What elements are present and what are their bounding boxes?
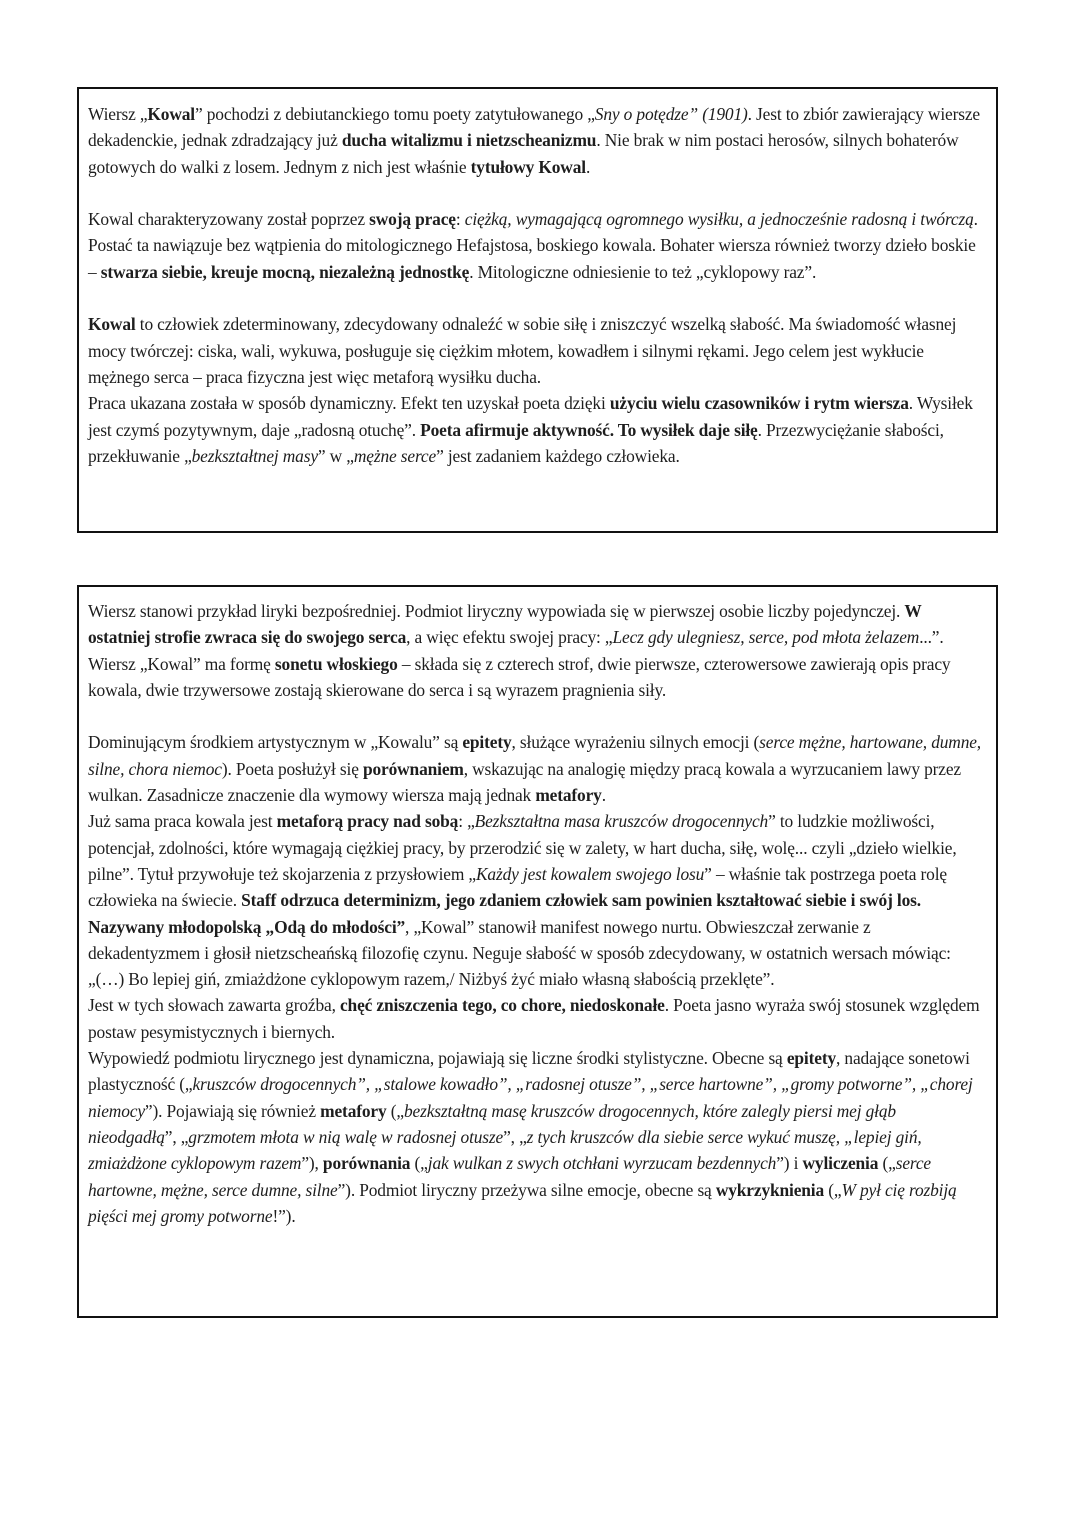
bold-text: chęć zniszczenia tego, co chore, niedoskonałe xyxy=(339,995,665,1016)
italic-text: bezkształtnej masy xyxy=(191,445,318,466)
text-run: . Postać ta nawiązuje bez wątpienia do mitologicznego Hefajstosa, boskiego kowala. Bohater wiersza również tworzy dzieło boskie – xyxy=(88,209,978,282)
text-run: Wiersz „ xyxy=(88,104,148,124)
text-run: („ xyxy=(878,1153,896,1174)
text-run: . xyxy=(585,156,591,177)
bold-text: użyciu wielu czasowników i rytm wiersza xyxy=(609,393,909,414)
paragraph xyxy=(88,598,984,703)
bold-text: ducha witalizmu i nietzscheanizmu xyxy=(341,130,597,151)
bold-text: epitety xyxy=(786,1048,837,1069)
bold-text: Staff odrzuca determinizm, jego zdaniem człowiek sam powinien kształtować siebie i swój los. Nazywany młodopolską „Odą do młodości” xyxy=(88,890,921,937)
italic-text: bezkształtną masę kruszców drogocennych, które zalegly piersi mej głąb nieodgadłą xyxy=(88,1100,896,1147)
text-run: . Przezwyciężanie słabości, przekłuwanie „ xyxy=(88,419,944,466)
text-run: Kowal charakteryzowany został poprzez xyxy=(88,209,370,230)
paragraph xyxy=(88,390,984,469)
bold-text: stwarza siebie, kreuje mocną, niezależną jednostkę xyxy=(100,261,470,282)
bold-text: metafory xyxy=(320,1100,387,1121)
italic-text: W pył cię rozbiją pięści mej gromy potworne xyxy=(88,1179,957,1226)
text-run: , „Kowal” stanowił manifest nowego nurtu. Obwieszczał zerwanie z dekadentyzmem i głosił nietzscheańską filozofię czynu. Neguje słabość w sposób zdecydowany, w ostatnich wersach mówiąc: „(…) Bo lepiej giń, zmiażdżone cyklopowym razem,/ Niżbyś żyć miało własną słabością przeklęte”. xyxy=(88,916,951,990)
text-run: ”) i xyxy=(776,1153,803,1174)
text-run: ”), xyxy=(301,1153,323,1174)
bold-text: Poeta afirmuje aktywność. To wysiłek daje siłę xyxy=(420,419,758,440)
text-run: ). Poeta posłużył się xyxy=(221,758,363,779)
text-run: Jest w tych słowach zawarta groźba, xyxy=(88,995,340,1016)
text-run: Dominującym środkiem artystycznym w „Kowalu” są xyxy=(88,732,463,753)
bold-text: Kowal xyxy=(88,314,136,335)
text-run: ”, „ xyxy=(164,1126,189,1147)
bold-text: porównaniem xyxy=(362,758,464,779)
text-run: , a więc efektu swojej pracy: „ xyxy=(406,627,613,648)
paragraph xyxy=(88,311,984,390)
italic-text: serce mężne, hartowane, dumne, silne, chora niemoc xyxy=(88,732,982,779)
text-run: . Nie brak w nim postaci herosów, silnych bohaterów gotowych do walki z losem. Jednym z nich jest właśnie xyxy=(88,130,959,177)
text-run: Wypowiedź podmiotu lirycznego jest dynamiczna, pojawiają się liczne środki stylistyczne. Obecne są xyxy=(88,1048,787,1069)
italic-text: Bezkształtna masa kruszców drogocennych xyxy=(474,811,769,832)
text-run: („ xyxy=(410,1153,428,1174)
bold-text: porównania xyxy=(322,1153,411,1174)
italic-text: kruszców drogocennych”, „stalowe kowadło”, „radosnej otusze”, „serce hartowne”, „gromy potworne”, „chorej niemocy xyxy=(88,1074,973,1121)
text-run: Już sama praca kowala jest xyxy=(88,811,277,832)
text-run: ” jest zadaniem każdego człowieka. xyxy=(436,445,680,466)
text-run: . xyxy=(601,785,606,806)
text-run: – składa się z czterech strof, dwie pierwsze, czterowersowe zawierają opis pracy kowala, dwie trzywersowe zostają skierowane do serca i są wyrazem pragnienia siły. xyxy=(88,653,951,700)
bold-text: W ostatniej strofie zwraca się do swojego serca xyxy=(88,601,922,648)
text-run: („ xyxy=(386,1100,404,1121)
text-run: . Poeta jasno wyraża swój stosunek względem postaw pesymistycznych i biernych. xyxy=(88,995,980,1042)
text-run: : „ xyxy=(458,811,475,832)
text-run: !”). xyxy=(272,1205,296,1226)
italic-text: ciężką, wymagającą ogromnego wysiłku, a jednocześnie radosną i twórczą xyxy=(464,209,974,230)
text-run: ”, „ xyxy=(503,1126,527,1147)
bold-text: tytułowy Kowal xyxy=(470,156,586,177)
paragraph xyxy=(88,992,984,1045)
italic-text: z tych kruszców dla siebie serce wykuć muszę, „lepiej giń, zmiażdżone cyklopowym razem xyxy=(88,1126,922,1174)
text-run: . Jest to zbiór zawierający wiersze dekadenckie, jednak zdradzający już xyxy=(88,104,980,151)
bold-text: Kowal xyxy=(147,104,195,124)
text-run: ”). Pojawiają się również xyxy=(144,1100,321,1121)
italic-text: mężne serce xyxy=(353,445,437,466)
text-run: ”). Podmiot liryczny przeżywa silne emocje, obecne są xyxy=(337,1179,716,1200)
paragraph xyxy=(88,729,984,808)
text-run: : xyxy=(455,209,465,230)
text-run: Praca ukazana została w sposób dynamiczny. Efekt ten uzyskał poeta dzięki xyxy=(88,393,610,414)
italic-text: Każdy jest kowalem swojego losu xyxy=(475,863,705,884)
paragraph xyxy=(88,206,984,285)
text-run: („ xyxy=(824,1179,842,1200)
italic-text: Lecz gdy ulegniesz, serce, pod młota żelazem xyxy=(612,627,920,648)
text-run: ” pochodzi z debiutanckiego tomu poety zatytułowanego „ xyxy=(194,104,595,124)
text-run: Wiersz stanowi przykład liryki bezpośredniej. Podmiot liryczny wypowiada się w pierwszej osobie liczby pojedynczej. xyxy=(88,601,905,621)
bold-text: sonetu włoskiego xyxy=(274,653,398,674)
italic-text: jak wulkan z swych otchłani wyrzucam bezdennych xyxy=(427,1153,777,1174)
italic-text: grzmotem młota w nią walę w radosnej otusze xyxy=(188,1126,504,1147)
text-box-2 xyxy=(77,585,998,1318)
text-run: ” w „ xyxy=(317,445,354,466)
bold-text: swoją pracę xyxy=(369,209,456,230)
text-run: ...”. Wiersz „Kowal” ma formę xyxy=(88,627,944,674)
text-run: , nadające sonetowi plastyczność („ xyxy=(88,1048,970,1095)
bold-text: wykrzyknienia xyxy=(715,1179,825,1200)
bold-text: wyliczenia xyxy=(802,1153,879,1174)
italic-text: Sny o potędze” (1901) xyxy=(594,104,748,124)
text-run: to człowiek zdeterminowany, zdecydowany odnaleźć w sobie siłę i zniszczyć wszelką słabość. Ma świadomość własnej mocy twórczej: ciska, wali, wykuwa, posługuje się ciężkim młotem, kowadłem i silnymi rękami. Jego celem jest wykłucie mężnego serca – praca fizyczna jest więc metaforą wysiłku ducha. xyxy=(88,314,957,387)
italic-text: serce hartowne, mężne, serce dumne, silne xyxy=(88,1153,931,1200)
bold-text: metafory xyxy=(535,785,602,806)
bold-text: epitety xyxy=(462,732,512,753)
paragraph xyxy=(88,101,984,180)
text-run: , służące wyrażeniu silnych emocji ( xyxy=(511,732,760,753)
text-box-1 xyxy=(77,87,998,533)
text-run: ” to ludzkie możliwości, potencjał, zdolności, które wymagają ciężkiej pracy, by przerodzić się w zalety, w hart ducha, siłę, wolę... czyli „dzieło wielkie, pilne”. Tytuł przywołuje też skojarzenia z przysłowiem „ xyxy=(88,811,957,884)
paragraph xyxy=(88,1045,984,1229)
text-run: ” – właśnie tak postrzega poeta rolę człowieka na świecie. xyxy=(88,863,947,911)
text-run: . Mitologiczne odniesienie to też „cyklopowy raz”. xyxy=(469,261,817,282)
text-run: , wskazując na analogię między pracą kowala a wyrzucaniem lawy przez wulkan. Zasadnicze znaczenie dla wymowy wiersza mają jednak xyxy=(88,758,962,806)
paragraph xyxy=(88,808,984,992)
bold-text: metaforą pracy nad sobą xyxy=(276,811,459,832)
text-run: . Wysiłek jest czymś pozytywnym, daje „radosną otuchę”. xyxy=(88,393,973,440)
